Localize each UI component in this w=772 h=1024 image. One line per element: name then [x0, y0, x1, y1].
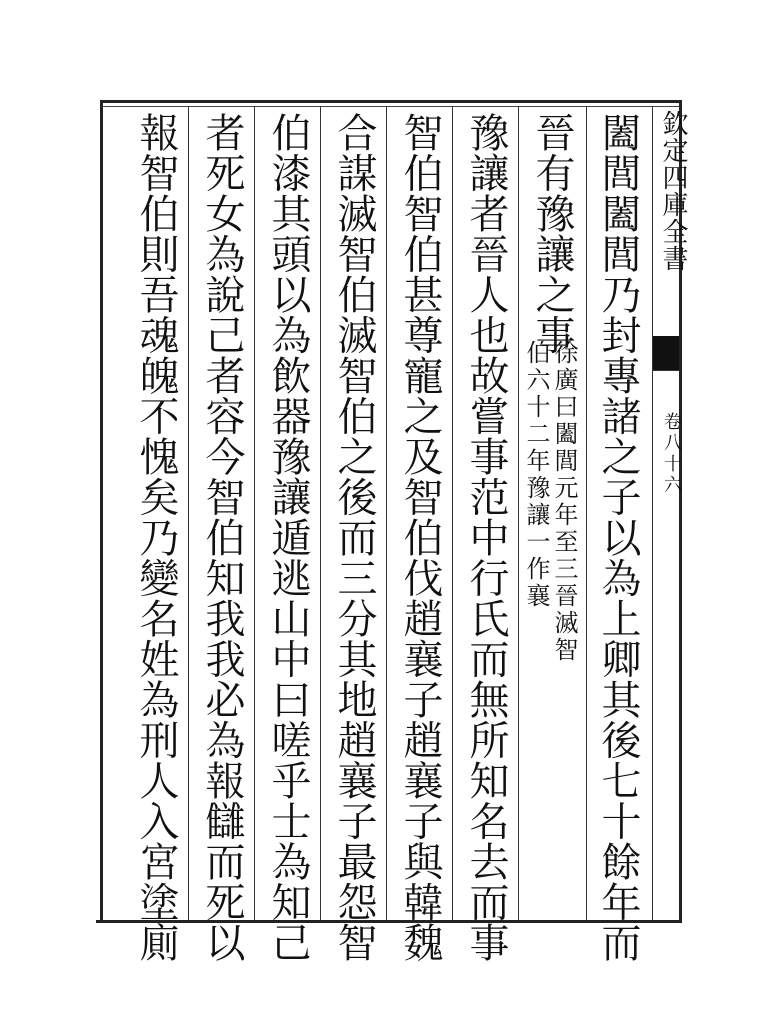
text-column-3: 豫讓者晉人也故嘗事范中行氏而無所知名去而事 — [463, 112, 509, 963]
fish-tail-mark — [653, 336, 679, 370]
annotation-column-right: 徐廣曰闔閭元年至三晉滅智 — [550, 340, 578, 664]
margin-book-title: 欽定四庫全書 — [658, 110, 688, 272]
text-column-6: 伯漆其頭以為飲器豫讓遁逃山中曰嗟乎士為知己 — [265, 112, 311, 963]
text-column-1: 闔閭闔閭乃封專諸之子以為上卿其後七十餘年而 — [595, 112, 641, 963]
text-column-4: 智伯智伯甚尊寵之及智伯伐趙襄子趙襄子與韓魏 — [397, 112, 443, 963]
fish-tail-line — [653, 370, 679, 371]
text-column-2: 晉有豫讓之事 — [529, 112, 575, 355]
text-column-5: 合謀滅智伯滅智伯之後而三分其地趙襄子最怨智 — [331, 112, 377, 963]
frame-top-border — [100, 100, 682, 103]
column-divider — [254, 106, 255, 920]
column-divider — [188, 106, 189, 920]
text-column-7: 者死女為說己者容今智伯知我我必為報讎而死以 — [199, 112, 245, 963]
column-divider — [586, 106, 587, 920]
column-divider — [386, 106, 387, 920]
column-divider — [320, 106, 321, 920]
annotation-column-left: 伯六十二年豫讓一作襄 — [522, 340, 550, 610]
column-divider — [518, 106, 519, 920]
text-column-8: 報智伯則吾魂魄不愧矣乃變名姓為刑人入宮塗廁 — [133, 112, 179, 963]
frame-left-border — [100, 100, 103, 922]
margin-juan-number: 卷八十六 — [661, 412, 682, 496]
column-divider — [452, 106, 453, 920]
margin-divider — [652, 106, 653, 920]
